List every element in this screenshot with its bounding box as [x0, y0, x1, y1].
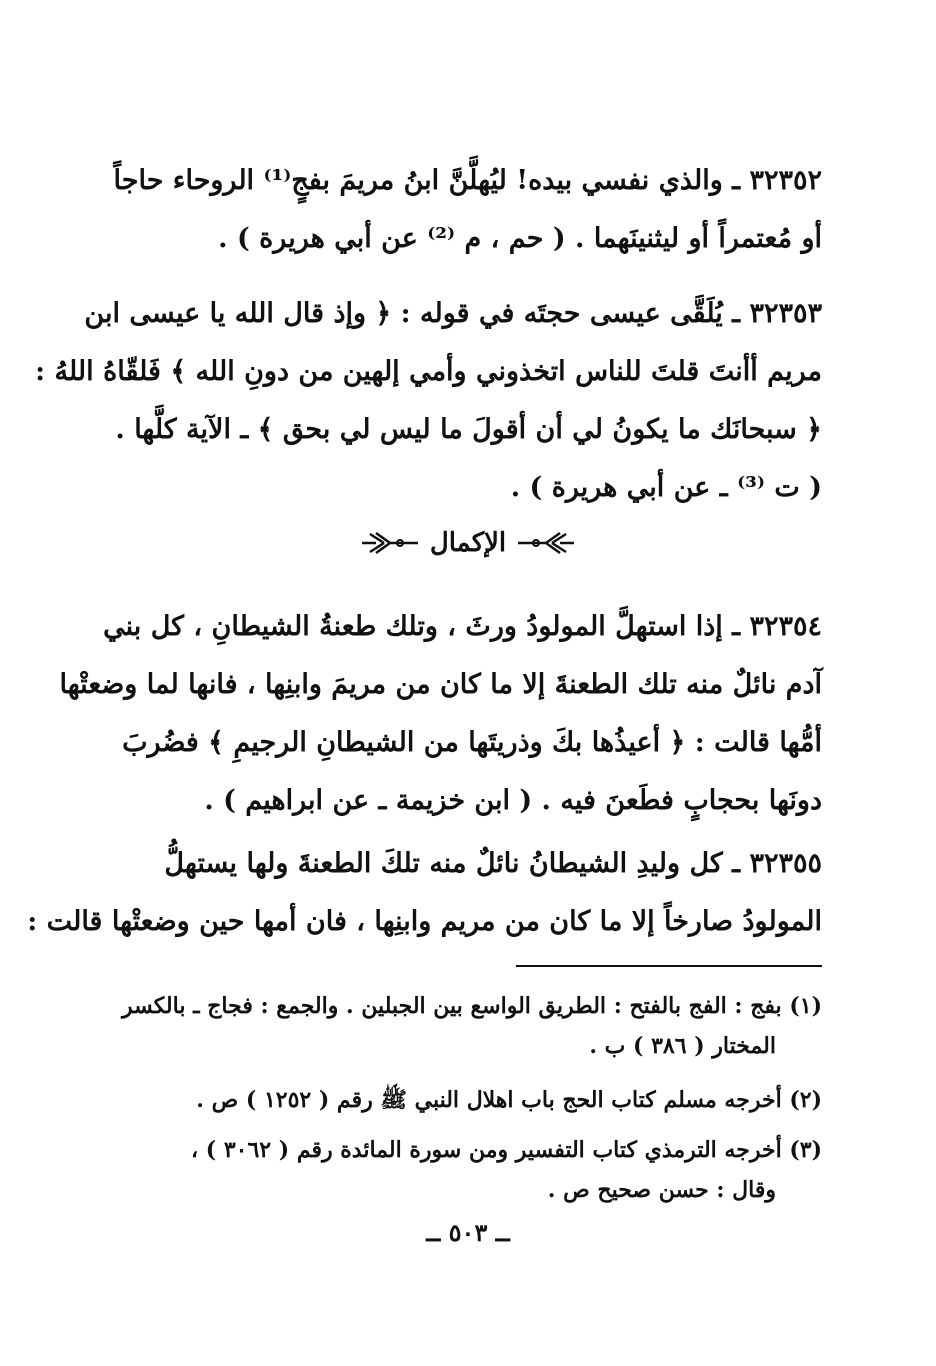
text-line: أمُّها قالت : ﴿ أعيذُها بكَ وذريتَها من الشيطانِ الرجيمِ ﴾ فضُربَ [122, 727, 822, 758]
text-line: ٣٢٣٥٥ ـ كل وليدِ الشيطانُ نائلٌ منه تلكَ الطعنةَ ولها يستهلُّ [164, 848, 822, 879]
text-line: ٣٢٣٥٤ ـ إذا استهلَّ المولودُ ورثَ ، وتلك طعنةُ الشيطانِ ، كل بني [103, 611, 822, 642]
text-line: ( ت ⁽³⁾ ـ عن أبي هريرة ) . [510, 472, 822, 503]
section-heading-text: الإكمال [429, 528, 507, 558]
hadith-paragraph-32352 [110, 152, 822, 268]
hadith-paragraph-32354 [59, 598, 822, 830]
text-line: ٣٢٣٥٣ ـ يُلَقَّى عيسى حجتَه في قوله : ﴿ وإذ قال الله يا عيسى ابن [84, 298, 822, 329]
hadith-paragraph-32355 [27, 835, 822, 951]
text-line: ٣٢٣٥٢ ـ والذي نفسي بيده! ليُهلَّنَّ ابنُ مريمَ بفجٍ⁽¹⁾ الروحاء حاجاً [113, 165, 822, 196]
text-line: مريم أأنتَ قلتَ للناس اتخذوني وأمي إلهين من دونِ الله ﴾ فَلقّاهُ اللهُ : [35, 356, 822, 387]
footnote-line: (٣) أخرجه الترمذي كتاب التفسير ومن سورة المائدة رقم ( ٣٠٦٢ ) ، [191, 1137, 822, 1163]
text-line: آدم نائلٌ منه تلك الطعنةَ إلا ما كان من مريمَ وابنِها ، فانها لما وضعتْها [59, 669, 822, 700]
footnote-line: المختار ( ٣٨٦ ) ب . [589, 1033, 776, 1059]
text-line: أو مُعتمراً أو ليثنينَهما . ( حم ، م ⁽²⁾ عن أبي هريرة ) . [218, 223, 822, 254]
footnote-line: (١) بفج : الفج بالفتح : الطريق الواسع بين الجبلين . والجمع : فجاج ـ بالكسر [122, 993, 822, 1019]
footnote-line: (٢) أخرجه مسلم كتاب الحج باب اهلال النبي ﷺ رقم ( ١٢٥٢ ) ص . [196, 1087, 822, 1113]
footnote-divider [516, 965, 822, 967]
ornament-left-icon [360, 528, 420, 558]
footnote-1 [110, 986, 822, 1066]
footnote-3 [110, 1130, 822, 1210]
hadith-paragraph-32353 [35, 285, 822, 517]
page-number: ــ ٥٠٣ ــ [426, 1218, 510, 1247]
footnote-2 [110, 1080, 822, 1120]
text-line: ﴿ سبحانَك ما يكونُ لي أن أقولَ ما ليس لي بحق ﴾ ـ الآية كلَّها . [115, 414, 822, 445]
section-heading [0, 528, 936, 558]
text-line: دونَها بحجابٍ فطَعنَ فيه . ( ابن خزيمة ـ عن ابراهيم ) . [204, 785, 822, 816]
footnote-line: وقال : حسن صحيح ص . [547, 1177, 776, 1203]
text-line: المولودُ صارخاً إلا ما كان من مريم وابنِها ، فان أمها حين وضعتْها قالت : [27, 906, 822, 937]
ornament-right-icon [516, 528, 576, 558]
